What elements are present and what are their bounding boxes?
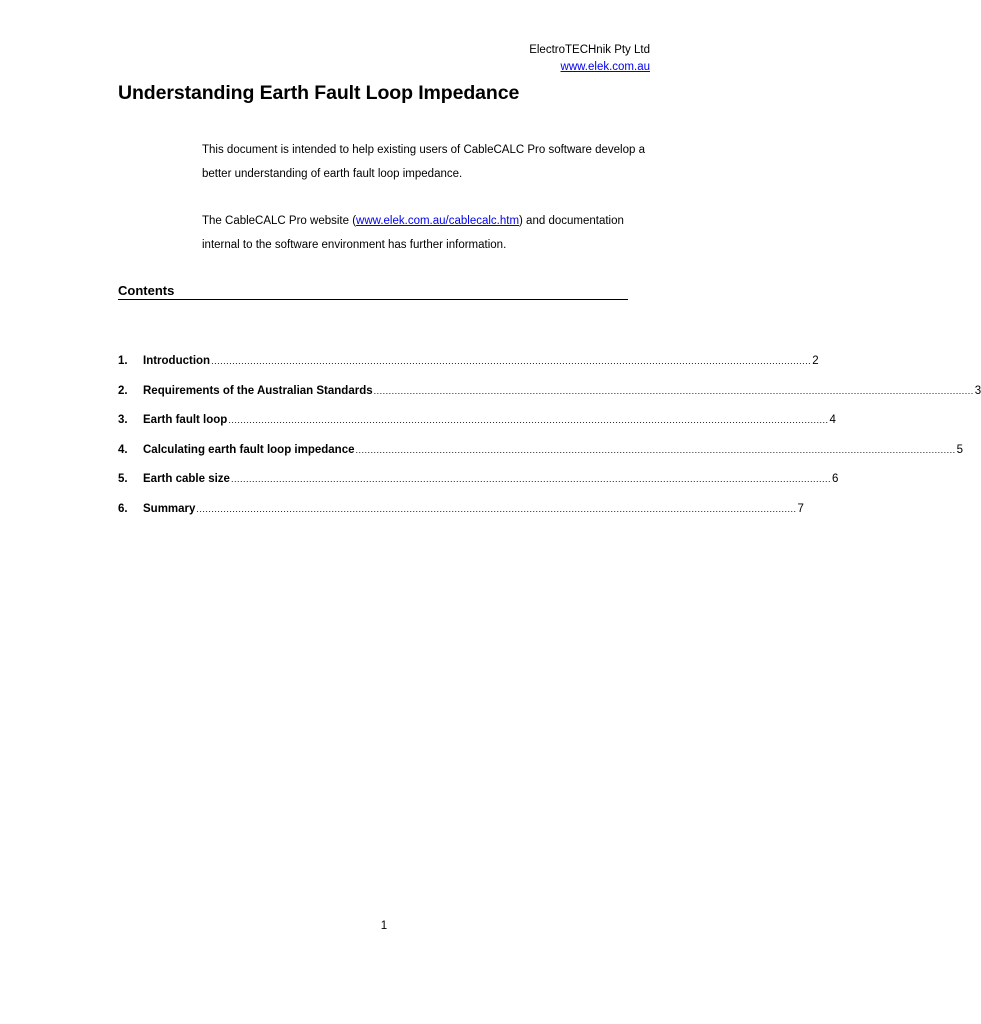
toc-entry-calculating-impedance[interactable]: [118, 443, 964, 474]
toc-entry-number: 5.: [118, 473, 128, 486]
intro-section: [202, 138, 662, 280]
intro-paragraph-website: The CableCALC Pro website (www.elek.com.au/cablecalc.htm) and documentation internal to the software environment has further information.: [202, 215, 624, 251]
toc-leader-dots: ........................................................................................................................................................................................................: [211, 356, 812, 366]
toc-entry-title: Introduction: [143, 355, 211, 367]
toc-entry-summary[interactable]: [118, 502, 804, 533]
toc-leader-dots: ........................................................................................................................................................................................................: [230, 474, 832, 485]
intro-paragraph: This document is intended to help existing users of CableCALC Pro software develop a better understanding of earth fault loop impedance.: [202, 144, 645, 180]
toc-entry-page: 6: [832, 473, 839, 486]
toc-entry-title: Earth fault loop: [143, 414, 228, 427]
toc-entry-number: 2.: [118, 384, 128, 397]
contents-heading: Contents: [118, 283, 628, 300]
document-title: Understanding Earth Fault Loop Impedance: [118, 82, 520, 104]
toc-entry-title: Requirements of the Australian Standards: [143, 384, 373, 397]
toc-entry-introduction[interactable]: [118, 355, 819, 385]
toc-entry-earth-fault-loop[interactable]: [118, 414, 836, 444]
toc-leader-dots: ........................................................................................................................................................................................................: [228, 415, 829, 426]
toc-entry-page: 3: [974, 384, 981, 397]
toc-entry-number: 4.: [118, 443, 128, 456]
table-of-contents: [118, 355, 981, 533]
toc-entry-page: 7: [797, 502, 804, 515]
toc-leader-dots: ........................................................................................................................................................................................................: [355, 444, 956, 455]
toc-entry-title: Calculating earth fault loop impedance: [143, 443, 355, 456]
company-header: [529, 42, 650, 76]
toc-entry-title: Summary: [143, 502, 196, 515]
page-number: 1: [380, 920, 388, 932]
toc-entry-requirements[interactable]: [118, 384, 981, 415]
toc-entry-page: 4: [829, 414, 836, 427]
toc-entry-page: 5: [956, 443, 964, 456]
toc-leader-dots: ........................................................................................................................................................................................................: [196, 503, 797, 514]
toc-entry-page: 2: [812, 355, 819, 367]
toc-entry-title: Earth cable size: [143, 473, 230, 486]
toc-entry-number: 6.: [118, 502, 128, 515]
toc-entry-number: 1.: [118, 355, 128, 367]
toc-leader-dots: ........................................................................................................................................................................................................: [373, 385, 974, 396]
company-website-link[interactable]: www.elek.com.au: [560, 61, 650, 73]
cablecalc-website-link[interactable]: www.elek.com.au/cablecalc.htm: [356, 215, 520, 227]
company-name: ElectroTECHnik Pty Ltd: [529, 44, 650, 56]
toc-entry-earth-cable-size[interactable]: [118, 473, 839, 503]
toc-entry-number: 3.: [118, 414, 128, 427]
